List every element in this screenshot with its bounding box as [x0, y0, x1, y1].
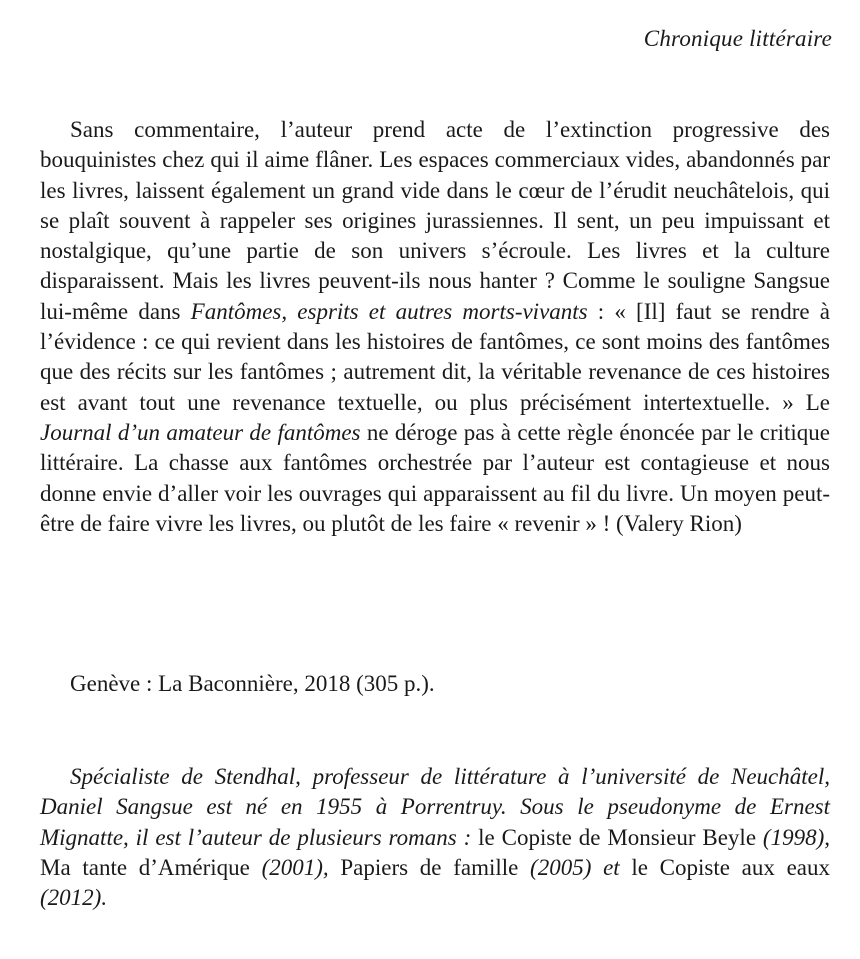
review-text-part3: ne déroge pas à cette règle énoncée par le critique littéraire. La chasse aux fantômes orchestrée par l’auteur est contagieuse et nous donne envie d’aller voir les ouvrages qui apparaissent au fil du livre. Un moyen peut-être de faire vivre les livres, ou plutôt de les faire « revenir » ! (Valery Rion) [40, 419, 830, 536]
bio-year-3: (2005) et [518, 854, 632, 880]
running-head: Chronique littéraire [643, 26, 832, 51]
bio-intro: Spécialiste de Stendhal, professeur de littérature à l’université de Neuchâtel, Daniel Sangsue est né en 1955 à Porrentruy. Sous le pseudonyme de Ernest Mignatte, il est l’auteur de plusieurs romans : [40, 764, 830, 850]
author-bio-text [40, 762, 830, 913]
review-text-part2: : « [Il] faut se rendre à l’évidence : ce qui revient dans les histoires de fantômes, ce sont moins des fantômes que des récits sur les fantômes ; autrement dit, la véritable revenance de ces histoires est avant tout une revenance textuelle, ou plus précisément intertextuelle. » Le [40, 298, 830, 415]
bio-title-3: Papiers de famille [340, 854, 519, 880]
review-text [40, 115, 830, 539]
bio-title-4: le Copiste aux eaux [631, 854, 830, 880]
bio-year-1: (1998), [756, 824, 830, 850]
bio-title-2: Ma tante d’Amérique [40, 854, 250, 880]
bio-title-1: le Copiste de Monsieur Beyle [478, 824, 757, 850]
book-title-fantomes: Fantômes, esprits et autres morts-vivants [190, 298, 588, 324]
bio-year-4: (2012). [40, 885, 108, 911]
bio-year-2: (2001), [249, 854, 341, 880]
book-title-journal: Journal d’un amateur de fantômes [40, 419, 361, 445]
publication-info: Genève : La Baconnière, 2018 (305 p.). [70, 671, 435, 696]
author-bio [40, 762, 830, 913]
review-paragraph [40, 115, 830, 539]
review-text-part1: Sans commentaire, l’auteur prend acte de l’extinction progressive des bouquinistes chez qui il aime flâner. Les espaces commerciaux vides, abandonnés par les livres, laissent également un grand vide dans le cœur de l’érudit neuchâtelois, qui se plaît souvent à rappeler ses origines jurassiennes. Il sent, un peu impuissant et nostalgique, qu’une partie de son univers s’écroule. Les livres et la culture disparaissent. Mais les livres peuvent-ils nous hanter ? Comme le souligne Sangsue lui-même dans [40, 117, 830, 324]
